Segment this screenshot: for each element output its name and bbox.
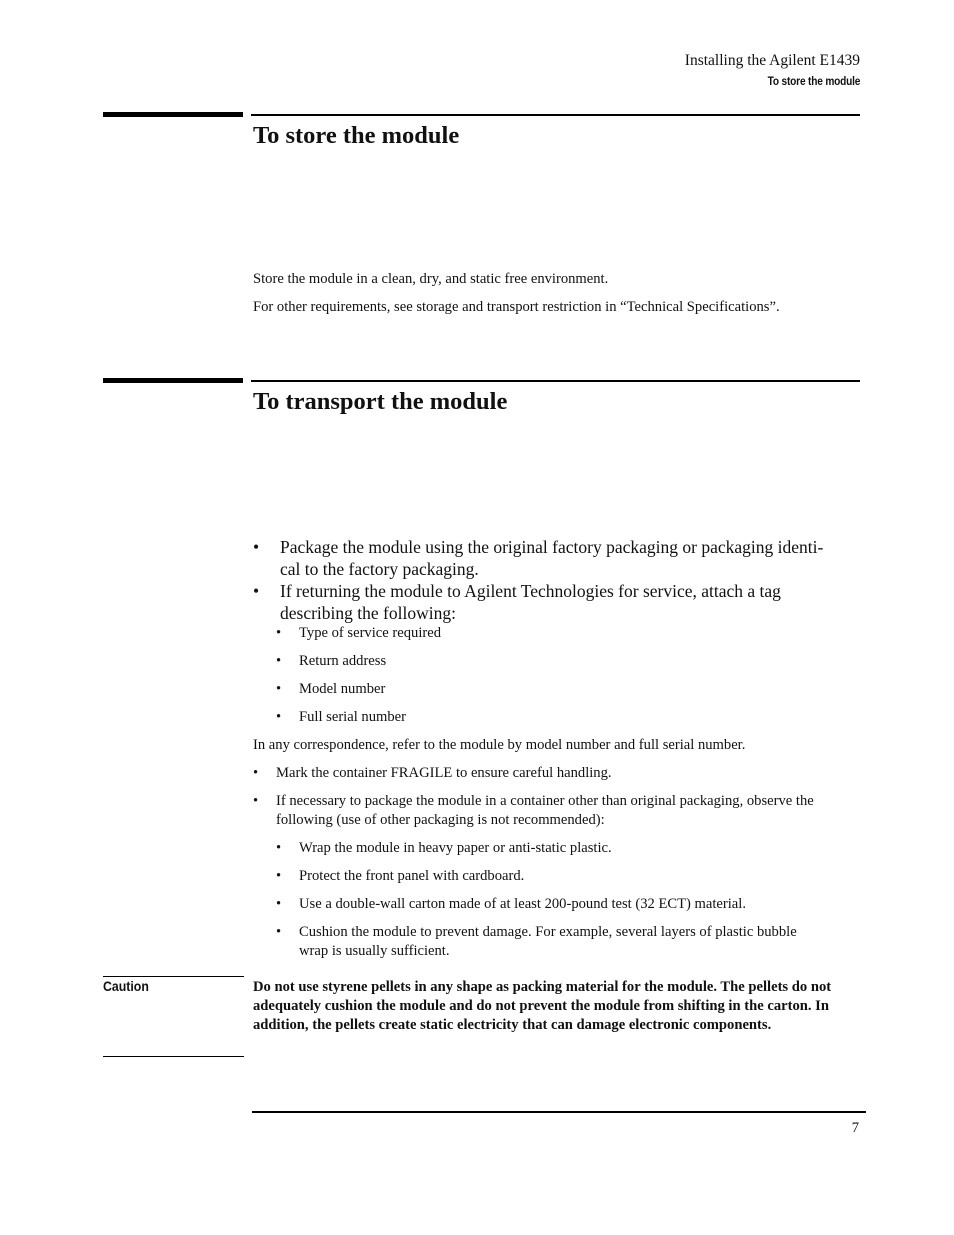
list-item-text: Model number [299,681,386,697]
section-heading-transport: To transport the module [253,388,508,415]
section-rule-thin [251,380,860,382]
store-paragraph-1: Store the module in a clean, dry, and static free environment. [253,271,609,287]
caution-rule-top [103,976,244,977]
list-item-text: Full serial number [299,709,407,725]
running-header-subtitle: To store the module [767,76,860,88]
list-item-text: Return address [299,653,387,669]
caution-text: Do not use styrene pellets in any shape as packing material for the module. The pellets do not adequately cushion the module and do not prevent the module from shifting in the carton. In addition, the pellets create static electricity that can damage electronic components. [253,979,832,1033]
bullet-glyph: • [276,868,282,884]
bullet-glyph: • [276,653,282,669]
caution-label: Caution [103,978,149,994]
list-item-text: Package the module using the original factory packaging or packaging identi- [280,537,824,557]
running-header-title: Installing the Agilent E1439 [684,52,860,69]
correspondence-paragraph: In any correspondence, refer to the module by model number and full serial number. [253,737,746,753]
bullet-glyph: • [276,625,282,641]
section-heading-store: To store the module [253,122,460,149]
section-rule-thick [103,378,243,383]
list-item-text: describing the following: [280,603,456,623]
section-rule-thin [251,114,860,116]
list-item-text: Cushion the module to prevent damage. For example, several layers of plastic bubble [299,924,797,940]
list-item-text: following (use of other packaging is not recommended): [276,812,605,828]
bullet-glyph: • [276,924,282,940]
list-item-text: Protect the front panel with cardboard. [299,868,525,884]
bullet-glyph: • [253,793,259,809]
bullet-glyph: • [253,765,259,781]
store-paragraph-2: For other requirements, see storage and transport restriction in “Technical Specifications”. [253,299,780,315]
section-rule-thick [103,112,243,117]
bullet-glyph: • [276,709,282,725]
list-item-text: Use a double-wall carton made of at least 200-pound test (32 ECT) material. [299,896,746,912]
list-item-text: Wrap the module in heavy paper or anti-static plastic. [299,840,612,856]
bullet-glyph: • [276,681,282,697]
list-item-text: Type of service required [299,625,442,641]
list-item-text: wrap is usually sufficient. [299,943,450,959]
bullet-glyph: • [276,840,282,856]
list-item-text: If necessary to package the module in a container other than original packaging, observe the [276,793,814,809]
bullet-glyph: • [276,896,282,912]
bullet-glyph: • [253,537,260,557]
page-number: 7 [851,1120,859,1136]
caution-rule-bottom [103,1056,244,1057]
list-item-text: Mark the container FRAGILE to ensure careful handling. [276,765,612,781]
list-item-text: cal to the factory packaging. [280,559,479,579]
footer-rule [252,1111,866,1113]
bullet-glyph: • [253,581,260,601]
list-item-text: If returning the module to Agilent Technologies for service, attach a tag [280,581,781,601]
